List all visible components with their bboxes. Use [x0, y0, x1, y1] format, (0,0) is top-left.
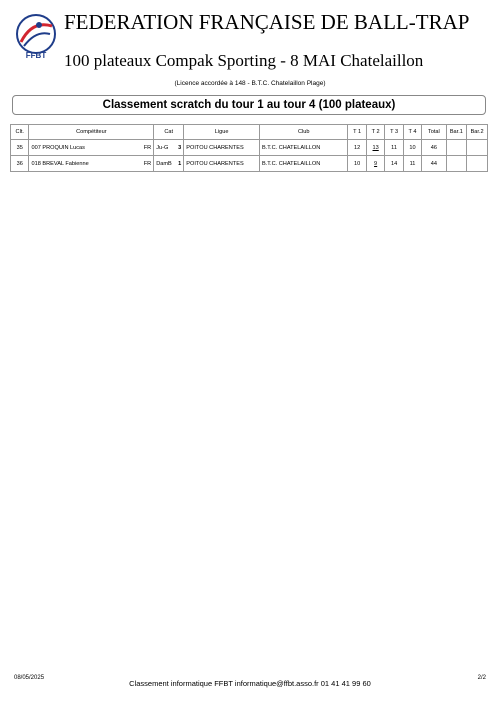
ffbt-logo	[12, 12, 60, 60]
cell-t3: 14	[385, 156, 403, 172]
cell-ligue: POITOU CHARENTES	[184, 140, 260, 156]
cell-total: 46	[422, 140, 446, 156]
table-header-row	[11, 125, 488, 140]
cell-t1: 12	[348, 140, 366, 156]
cell-bar2	[467, 140, 488, 156]
competitor-name: 007 PROQUIN Lucas	[31, 144, 85, 151]
results-table	[10, 124, 488, 172]
cell-t2: 13	[366, 140, 384, 156]
category-code: DamB	[156, 160, 172, 167]
competitor-nationality: FR	[143, 144, 152, 151]
category-rank: 1	[178, 160, 182, 167]
competitor-nationality: FR	[143, 160, 152, 167]
cell-competiteur	[29, 156, 154, 172]
category-code: Ju-G	[156, 144, 169, 151]
col-t4: T 4	[403, 125, 421, 140]
table-row	[11, 140, 488, 156]
competitor-name: 018 BREVAL Fabienne	[31, 160, 89, 167]
col-t3: T 3	[385, 125, 403, 140]
col-bar2: Bar.2	[467, 125, 488, 140]
cell-bar2	[467, 156, 488, 172]
ffbt-logo-icon	[12, 12, 60, 60]
col-bar1: Bar.1	[446, 125, 467, 140]
col-t1: T 1	[348, 125, 366, 140]
federation-title: FEDERATION FRANÇAISE DE BALL-TRAP	[64, 10, 470, 34]
competition-title: 100 plateaux Compak Sporting - 8 MAI Chatelaillon	[64, 51, 424, 70]
cell-cat	[154, 140, 184, 156]
cell-cat	[154, 156, 184, 172]
cell-t2: 9	[366, 156, 384, 172]
logo-text: FFBT	[25, 51, 47, 60]
cell-total: 44	[422, 156, 446, 172]
col-club: Club	[259, 125, 347, 140]
cell-bar1	[446, 140, 467, 156]
cell-clt: 36	[11, 156, 29, 172]
ranking-banner: Classement scratch du tour 1 au tour 4 (100 plateaux)	[12, 95, 486, 115]
col-clt: Clt.	[11, 125, 29, 140]
col-t2: T 2	[366, 125, 384, 140]
cell-bar1	[446, 156, 467, 172]
cell-t1: 10	[348, 156, 366, 172]
licence-note: (Licence accordée à 148 - B.T.C. Chatelaillon Plage)	[174, 80, 326, 87]
cell-t4: 11	[403, 156, 421, 172]
footer-contact: Classement informatique FFBT informatique@ffbt.asso.fr 01 41 41 99 60	[129, 679, 371, 688]
cell-ligue: POITOU CHARENTES	[184, 156, 260, 172]
footer-date: 08/05/2025	[14, 675, 45, 681]
table-row	[11, 156, 488, 172]
cell-t3: 11	[385, 140, 403, 156]
cell-t4: 10	[403, 140, 421, 156]
col-cat: Cat	[154, 125, 184, 140]
col-total: Total	[422, 125, 446, 140]
cell-club: B.T.C. CHATELAILLON	[259, 140, 347, 156]
col-ligue: Ligue	[184, 125, 260, 140]
category-rank: 3	[178, 144, 182, 151]
cell-club: B.T.C. CHATELAILLON	[259, 156, 347, 172]
col-competiteur: Compétiteur	[29, 125, 154, 140]
cell-clt: 35	[11, 140, 29, 156]
footer-page-number: 2/2	[477, 675, 486, 681]
cell-competiteur	[29, 140, 154, 156]
